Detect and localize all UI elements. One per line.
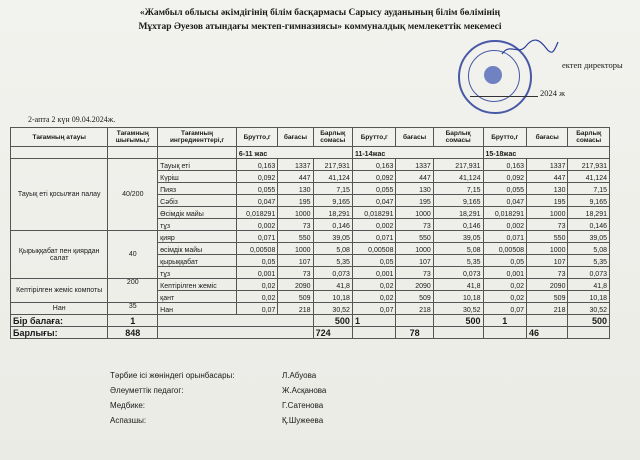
ingredient-value: 7,15 [568,183,610,195]
per-child-value: 1 [108,315,158,327]
ingredient-value: 0,00508 [236,243,277,255]
ingredient-value: 0,071 [236,231,277,243]
ingredient-value: 217,931 [313,159,352,171]
ingredient-value: 550 [278,231,313,243]
ingredient-value: 0,05 [352,255,396,267]
ingredient-value: 10,18 [568,291,610,303]
ingredient-value: 0,001 [352,267,396,279]
dish-portion: 35 [108,303,158,315]
ingredient-value: 1000 [278,207,313,219]
ingredient-value: 39,05 [568,231,610,243]
column-header: Брутто,г [352,128,396,147]
per-child-value: 1 [483,315,527,327]
blank-cell [158,315,313,327]
ingredient-value: 18,291 [433,207,483,219]
ingredient-value: 0,07 [483,303,527,315]
ingredient-value: 218 [278,303,313,315]
ingredient-value: 9,165 [433,195,483,207]
ingredient-value: 0,05 [236,255,277,267]
ingredient-name: Кептірілген жеміс [158,279,237,291]
age-group-label: 6-11 жас [236,147,352,159]
ingredient-value: 2090 [278,279,313,291]
ingredient-value: 0,146 [313,219,352,231]
ingredient-value: 10,18 [433,291,483,303]
ingredient-value: 0,146 [568,219,610,231]
dish-name: Кептірілген жеміс компоты [11,279,108,303]
ingredient-value: 0,001 [483,267,527,279]
ingredient-value: 0,07 [236,303,277,315]
ingredient-name: тұз [158,267,237,279]
ingredient-name: Сәбіз [158,195,237,207]
per-child-sum: 500 [313,315,352,327]
totals-group: 78 [396,327,433,339]
ingredient-value: 0,092 [483,171,527,183]
ingredient-name: Күріш [158,171,237,183]
dish-name: Нан [11,303,108,315]
ingredient-value: 0,018291 [352,207,396,219]
signature-names [282,371,326,431]
ingredient-value: 1337 [278,159,313,171]
signature-role: Медбике: [110,401,146,410]
ingredient-value: 0,02 [352,279,396,291]
ingredient-value: 0,073 [568,267,610,279]
ingredient-value: 447 [527,171,568,183]
ingredient-value: 5,08 [313,243,352,255]
day-info: 2-апта 2 күн 09.04.2024ж. [28,115,116,124]
ingredient-value: 0,00508 [483,243,527,255]
column-header: Тағамның ингредиенттері,г [158,128,237,147]
ingredient-value: 509 [527,291,568,303]
ingredient-name: Пияз [158,183,237,195]
ingredient-value: 1337 [396,159,433,171]
ingredient-value: 0,073 [313,267,352,279]
blank-cell [11,147,108,159]
ingredient-value: 41,8 [313,279,352,291]
ingredient-value: 2090 [396,279,433,291]
totals-group: 46 [527,327,568,339]
signature-name: Ж.Асқанова [282,386,327,395]
approval-director: ектеп директоры [562,60,623,70]
ingredient-value: 0,071 [352,231,396,243]
ingredient-value: 73 [396,219,433,231]
stamp-emblem [484,66,502,84]
per-child-label: Бір балаға: [11,315,108,327]
column-header: Барлық сомасы [433,128,483,147]
dish-portion: 40/200 [108,159,158,231]
approval-signature-line [470,96,538,97]
signature-role: Әлеуметтік педагог: [110,386,184,395]
totals-label: Барлығы: [11,327,108,339]
ingredient-name: Нан [158,303,237,315]
ingredient-value: 5,35 [568,255,610,267]
signature-roles [110,371,235,431]
ingredient-name: өсімдік майы [158,243,237,255]
blank-cell [396,315,433,327]
ingredient-value: 0,055 [483,183,527,195]
ingredient-value: 0,073 [433,267,483,279]
ingredient-value: 0,071 [483,231,527,243]
table-row [11,159,610,171]
ingredient-value: 447 [278,171,313,183]
ingredient-name: тұз [158,219,237,231]
ingredient-value: 41,124 [568,171,610,183]
totals-group: 724 [313,327,352,339]
ingredient-value: 0,163 [483,159,527,171]
ingredient-value: 73 [527,267,568,279]
director-signature [500,38,560,58]
ingredient-name: қырыққабат [158,255,237,267]
ingredient-value: 0,02 [483,291,527,303]
ingredient-value: 218 [396,303,433,315]
per-child-row [11,315,610,327]
ingredient-value: 0,055 [236,183,277,195]
ingredient-value: 73 [278,219,313,231]
signature-role: Аспазшы: [110,416,147,425]
ingredient-value: 0,163 [236,159,277,171]
ingredient-value: 41,8 [433,279,483,291]
ingredient-value: 550 [527,231,568,243]
ingredient-value: 0,002 [352,219,396,231]
column-header: Брутто,г [236,128,277,147]
dish-portion: 200 [108,279,158,303]
column-header: бағасы [278,128,313,147]
table-row [11,279,610,291]
ingredient-value: 1000 [527,207,568,219]
column-header: Барлық сомасы [568,128,610,147]
ingredient-value: 30,52 [568,303,610,315]
ingredient-value: 0,02 [236,279,277,291]
ingredient-value: 218 [527,303,568,315]
ingredient-name: қант [158,291,237,303]
ingredient-value: 2090 [527,279,568,291]
ingredient-value: 1000 [278,243,313,255]
ingredient-value: 130 [278,183,313,195]
ingredient-value: 0,018291 [236,207,277,219]
blank-cell [483,327,527,339]
dish-portion: 40 [108,231,158,279]
blank-cell [108,147,158,159]
ingredient-value: 0,047 [236,195,277,207]
ingredient-value: 0,002 [483,219,527,231]
blank-cell [433,327,483,339]
ingredient-value: 10,18 [313,291,352,303]
ingredient-value: 30,52 [313,303,352,315]
ingredient-value: 0,02 [352,291,396,303]
column-header: Тағамның шығымы,г [108,128,158,147]
ingredient-value: 0,002 [236,219,277,231]
signature-name: Л.Абуова [282,371,317,380]
ingredient-value: 195 [527,195,568,207]
dish-name: Қырыққабат пен қиярдан салат [11,231,108,279]
ingredient-value: 5,08 [568,243,610,255]
ingredient-value: 39,05 [313,231,352,243]
ingredient-value: 1337 [527,159,568,171]
ingredient-value: 73 [396,267,433,279]
age-group-label: 11-14жас [352,147,483,159]
table-row [11,231,610,243]
blank-cell [158,327,313,339]
ingredient-value: 7,15 [433,183,483,195]
signature-name: Қ.Шужеева [282,416,324,425]
header-line-1: «Жамбыл облысы әкімдігінің білім басқармасы Сарысу ауданының білім бөлімінің [139,8,501,18]
signature-role: Тәрбие ісі жөніндегі орынбасары: [110,371,235,380]
ingredient-value: 73 [527,219,568,231]
age-group-label: 15-18жас [483,147,610,159]
ingredient-value: 509 [278,291,313,303]
ingredient-value: 1000 [527,243,568,255]
ingredient-value: 217,931 [568,159,610,171]
ingredient-value: 217,931 [433,159,483,171]
column-header: бағасы [396,128,433,147]
header-line-2: Мұхтар Әуезов атындағы мектеп-гимназиясы» коммуналдық мемлекеттік мекемесі [138,22,502,32]
ingredient-value: 41,124 [433,171,483,183]
ingredient-value: 130 [396,183,433,195]
ingredient-value: 0,07 [352,303,396,315]
signature-name: Г.Сатенова [282,401,324,410]
ingredient-value: 107 [527,255,568,267]
ingredient-value: 0,146 [433,219,483,231]
ingredient-value: 195 [396,195,433,207]
ingredient-value: 0,02 [483,279,527,291]
ingredient-value: 0,163 [352,159,396,171]
ingredient-value: 0,092 [352,171,396,183]
ingredient-value: 41,124 [313,171,352,183]
ingredient-value: 447 [396,171,433,183]
ingredient-value: 107 [278,255,313,267]
ingredient-value: 0,047 [352,195,396,207]
ingredient-value: 5,35 [313,255,352,267]
blank-cell [158,147,237,159]
ingredient-value: 39,05 [433,231,483,243]
ingredient-value: 1000 [396,243,433,255]
table-row [11,303,610,315]
column-header: Барлық сомасы [313,128,352,147]
ingredient-value: 130 [527,183,568,195]
ingredient-value: 195 [278,195,313,207]
ingredient-value: 0,047 [483,195,527,207]
ingredient-value: 0,092 [236,171,277,183]
ingredient-value: 0,001 [236,267,277,279]
menu-table [10,127,610,339]
ingredient-value: 1000 [396,207,433,219]
ingredient-value: 509 [396,291,433,303]
blank-cell [352,327,396,339]
blank-cell [568,327,610,339]
per-child-sum: 500 [433,315,483,327]
ingredient-name: Өсімдік майы [158,207,237,219]
totals-row [11,327,610,339]
ingredient-value: 18,291 [568,207,610,219]
blank-cell [527,315,568,327]
ingredient-name: қияр [158,231,237,243]
ingredient-value: 73 [278,267,313,279]
ingredient-value: 30,52 [433,303,483,315]
ingredient-value: 18,291 [313,207,352,219]
ingredient-value: 550 [396,231,433,243]
column-header: бағасы [527,128,568,147]
ingredient-value: 107 [396,255,433,267]
age-group-row [11,147,610,159]
ingredient-value: 0,055 [352,183,396,195]
ingredient-value: 0,018291 [483,207,527,219]
ingredient-value: 41,8 [568,279,610,291]
ingredient-value: 9,165 [313,195,352,207]
ingredient-name: Тауық еті [158,159,237,171]
totals-portion: 848 [108,327,158,339]
ingredient-value: 5,35 [433,255,483,267]
per-child-sum: 500 [568,315,610,327]
ingredient-value: 9,165 [568,195,610,207]
per-child-value: 1 [352,315,396,327]
ingredient-value: 5,08 [433,243,483,255]
ingredient-value: 0,00508 [352,243,396,255]
ingredient-value: 7,15 [313,183,352,195]
approval-date: 2024 ж [540,88,565,98]
dish-name: Тауық еті қосылған палау [11,159,108,231]
ingredient-value: 0,05 [483,255,527,267]
column-header: Тағамның атауы [11,128,108,147]
column-header: Брутто,г [483,128,527,147]
ingredient-value: 0,02 [236,291,277,303]
